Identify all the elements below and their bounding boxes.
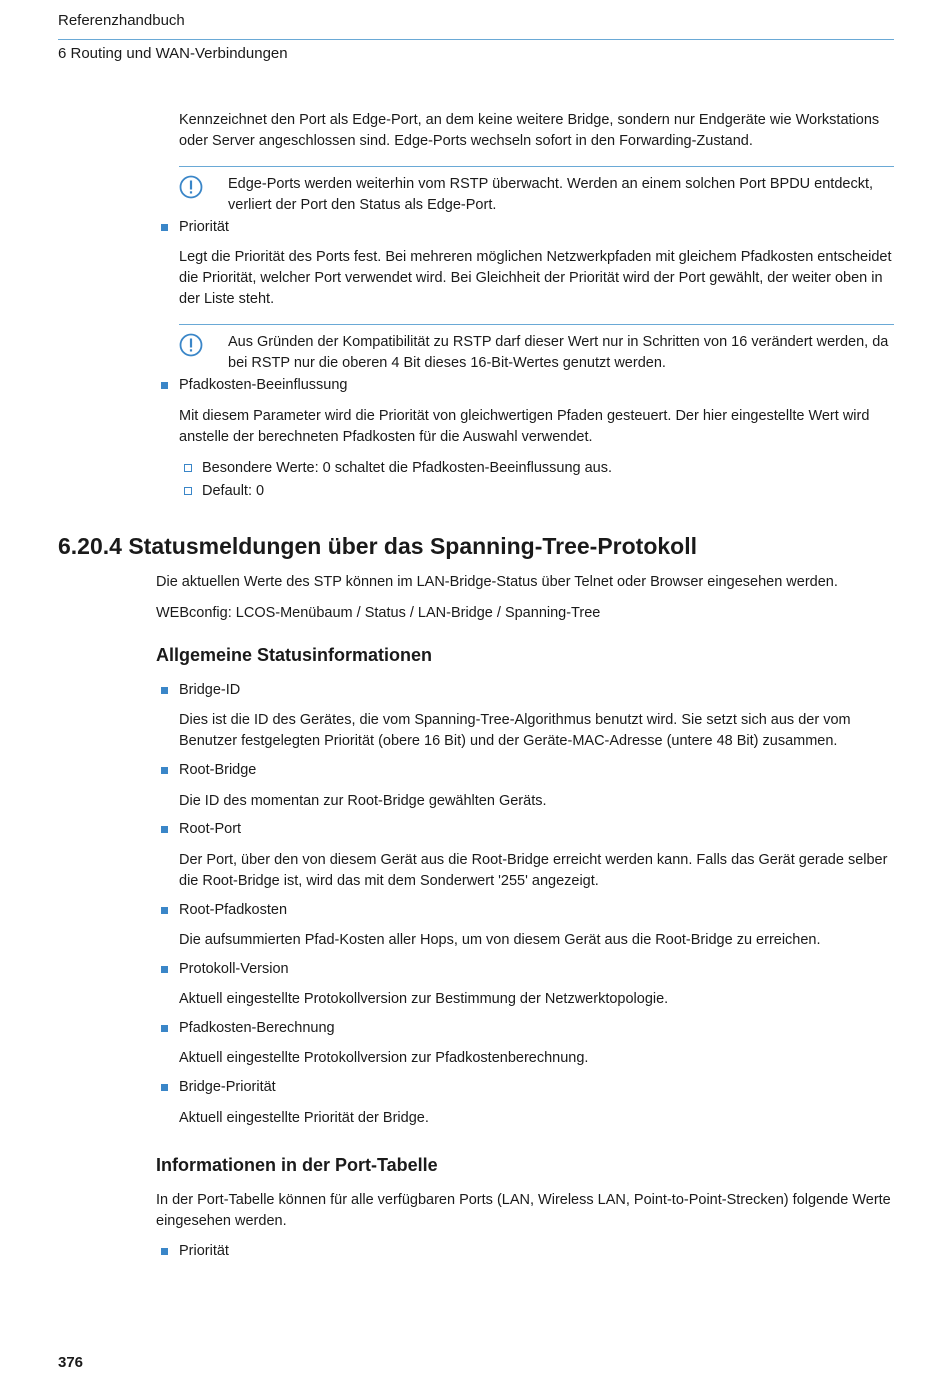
bullet-square-icon bbox=[161, 687, 168, 694]
root-pfadkosten-description: Die aufsummierten Pfad-Kosten aller Hops, um von diesem Gerät aus die Root-Bridge zu erreichen. bbox=[179, 932, 821, 948]
bullet-square-icon bbox=[161, 907, 168, 914]
warning-icon bbox=[179, 175, 203, 199]
bullet-square-icon bbox=[161, 826, 168, 833]
port-table-description: In der Port-Tabelle können für alle verfügbaren Ports (LAN, Wireless LAN, Point-to-Point-Strecken) folgende Werte eingesehen werden. bbox=[156, 1192, 891, 1229]
sub-item-label: Besondere Werte: 0 schaltet die Pfadkosten-Beeinflussung aus. bbox=[202, 460, 613, 476]
sub-bullet-icon bbox=[184, 464, 192, 472]
bullet-square-icon bbox=[161, 767, 168, 774]
root-bridge-description: Die ID des momentan zur Root-Bridge gewählten Geräts. bbox=[179, 793, 547, 809]
list-item-label: Pfadkosten-Beeinflussung bbox=[179, 377, 348, 393]
document-title: Referenzhandbuch bbox=[58, 12, 185, 29]
list-item-label: Priorität bbox=[179, 219, 229, 235]
page-number: 376 bbox=[58, 1354, 84, 1371]
subsection-heading-port-table: Informationen in der Port-Tabelle bbox=[156, 1155, 438, 1175]
bridge-prioritaet-description: Aktuell eingestellte Priorität der Bridge. bbox=[179, 1110, 429, 1126]
list-item-label: Root-Bridge bbox=[179, 762, 257, 778]
bullet-square-icon bbox=[161, 382, 168, 389]
note-text: Edge-Ports werden weiterhin vom RSTP überwacht. Werden an einem solchen Port BPDU entdeckt, verliert der Port den Status als Edge-Port. bbox=[228, 176, 874, 213]
pfadkosten-berechnung-description: Aktuell eingestellte Protokollversion zur Pfadkostenberechnung. bbox=[179, 1050, 589, 1066]
section-heading: 6.20.4 Statusmeldungen über das Spanning-Tree-Protokoll bbox=[58, 533, 698, 559]
subsection-heading-general: Allgemeine Statusinformationen bbox=[156, 645, 433, 665]
list-item-label: Priorität bbox=[179, 1243, 229, 1259]
bullet-square-icon bbox=[161, 1248, 168, 1255]
prioritaet-description: Legt die Priorität des Ports fest. Bei mehreren möglichen Netzwerkpfaden mit gleichem Pfadkosten entscheidet die Priorität, welcher Port verwendet wird. Bei Gleichheit der Priorität wird der Port gewählt, der weiter oben in der Liste steht. bbox=[179, 249, 892, 307]
note-text: Aus Gründen der Kompatibilität zu RSTP darf dieser Wert nur in Schritten von 16 verändert werden, da bei RSTP nur die oberen 4 Bit dieses 16-Bit-Wertes genutzt werden. bbox=[228, 334, 889, 371]
header-divider bbox=[58, 39, 894, 40]
root-port-description: Der Port, über den von diesem Gerät aus die Root-Bridge erreicht werden kann. Falls das Gerät gerade selber die Root-Bridge ist, wird das mit dem Sonderwert '255' angezeigt. bbox=[179, 852, 888, 889]
bullet-square-icon bbox=[161, 224, 168, 231]
note-edge-port bbox=[179, 166, 894, 213]
webconfig-path: WEBconfig: LCOS-Menübaum / Status / LAN-Bridge / Spanning-Tree bbox=[156, 605, 601, 621]
warning-icon bbox=[179, 333, 203, 357]
chapter-title: 6 Routing und WAN-Verbindungen bbox=[58, 45, 288, 62]
list-item-label: Root-Pfadkosten bbox=[179, 902, 288, 918]
list-item-label: Bridge-Priorität bbox=[179, 1079, 276, 1095]
sub-item-label: Default: 0 bbox=[202, 483, 265, 499]
pfadkosten-description: Mit diesem Parameter wird die Priorität von gleichwertigen Pfaden gesteuert. Der hier eingestellte Wert wird anstelle der berechneten Pfadkosten für die Auswahl verwendet. bbox=[179, 408, 870, 445]
note-rstp-compat bbox=[179, 324, 894, 371]
bullet-square-icon bbox=[161, 966, 168, 973]
bullet-square-icon bbox=[161, 1084, 168, 1091]
edge-port-description: Kennzeichnet den Port als Edge-Port, an dem keine weitere Bridge, sondern nur Endgeräte wie Workstations oder Server angeschlossen sind. Edge-Ports wechseln sofort in den Forwarding-Zustand. bbox=[179, 112, 880, 149]
sub-bullet-icon bbox=[184, 487, 192, 495]
bridge-id-description: Dies ist die ID des Gerätes, die vom Spanning-Tree-Algorithmus benutzt wird. Sie setzt sich aus der vom Benutzer festgelegten Priorität (obere 16 Bit) und der Geräte-MAC-Adresse (untere 48 Bit) zusammen. bbox=[179, 712, 851, 749]
protokoll-version-description: Aktuell eingestellte Protokollversion zur Bestimmung der Netzwerktopologie. bbox=[179, 991, 669, 1007]
list-item-label: Bridge-ID bbox=[179, 682, 241, 698]
bullet-square-icon bbox=[161, 1025, 168, 1032]
section-intro: Die aktuellen Werte des STP können im LAN-Bridge-Status über Telnet oder Browser eingesehen werden. bbox=[156, 574, 838, 590]
list-item-label: Protokoll-Version bbox=[179, 961, 289, 977]
list-item-label: Root-Port bbox=[179, 821, 242, 837]
list-item-label: Pfadkosten-Berechnung bbox=[179, 1020, 335, 1036]
